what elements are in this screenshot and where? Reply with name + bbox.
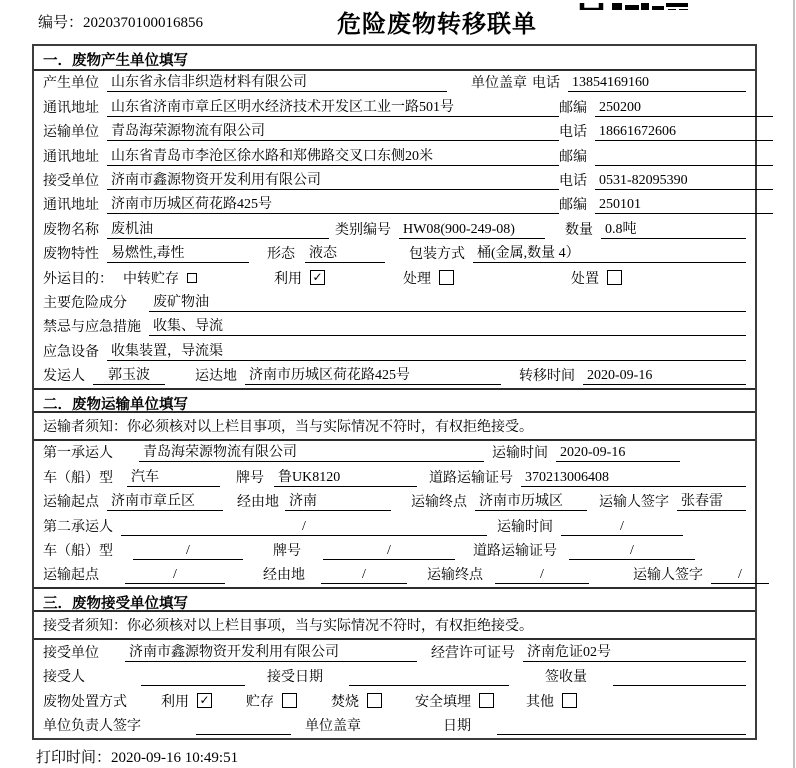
producer-zip-label: 邮编	[559, 100, 587, 116]
emergency-equipment-label: 应急设备	[43, 344, 99, 360]
row-shipper	[34, 364, 755, 388]
print-time-value: 2020-09-16 10:49:51	[111, 750, 239, 766]
row-transporter	[34, 120, 755, 144]
transporter-addr-label: 通讯地址	[43, 149, 99, 165]
disposal-option-landfill-label: 安全填埋	[415, 694, 471, 710]
via1-value: 济南	[285, 493, 391, 511]
row-emergency-equipment	[34, 339, 755, 363]
dest1-value: 济南市历城区	[475, 493, 587, 511]
transporter-label: 运输单位	[43, 125, 99, 141]
row-receiver-address	[34, 193, 755, 217]
via2-value: /	[321, 566, 407, 584]
origin1-label: 运输起点	[43, 495, 99, 511]
head-sign-value	[196, 717, 291, 735]
destination-label: 运达地	[195, 369, 237, 385]
row-route2	[34, 563, 755, 587]
doc-number-label: 编号：	[38, 15, 84, 31]
purpose-utilize-checkbox	[310, 270, 325, 285]
transporter-notice-label: 运输者须知：	[43, 420, 127, 436]
purpose-option-dispose-label: 处置	[571, 271, 599, 287]
receiver-notice-label: 接受者须知：	[43, 619, 127, 635]
disposal-incinerate-checkbox	[367, 693, 382, 708]
plate2-value: /	[323, 542, 455, 560]
carrier2-value: /	[121, 518, 487, 536]
row-route1	[34, 490, 755, 514]
transporter-notice-text: 你必须核对以上栏目事项，当与实际情况不符时，有权拒绝接受。	[127, 420, 533, 436]
received-qty-label: 签收量	[545, 670, 587, 686]
emergency-measures-value: 收集、导流	[149, 318, 746, 336]
license1-label: 道路运输证号	[429, 470, 513, 486]
dest2-value: /	[495, 566, 589, 584]
receiver-zip-label: 邮编	[559, 198, 587, 214]
disposal-option-storage-label: 贮存	[246, 694, 274, 710]
carrier1-value: 青岛海荣源物流有限公司	[139, 444, 484, 462]
row-vehicle1	[34, 465, 755, 489]
accept-date-label: 接受日期	[267, 670, 323, 686]
accepting-unit-label: 接受单位	[43, 645, 99, 661]
receiver-value: 济南市鑫源物资开发利用有限公司	[107, 172, 559, 190]
producer-addr-value: 山东省济南市章丘区明水经济技术开发区工业一路501号	[107, 99, 559, 117]
row-emergency-measures	[34, 315, 755, 339]
producer-label: 产生单位	[43, 76, 99, 92]
producer-phone-value: 13854169160	[568, 74, 746, 92]
transporter-addr-value: 山东省青岛市李沧区徐水路和郑佛路交叉口东侧20米	[107, 148, 559, 166]
packaging-value: 桶(金属,数量 4）	[473, 245, 746, 263]
carrier2-label: 第二承运人	[43, 519, 113, 535]
accept-date-value	[349, 668, 509, 686]
producer-addr-label: 通讯地址	[43, 100, 99, 116]
row-vehicle2	[34, 539, 755, 563]
origin2-label: 运输起点	[43, 568, 99, 584]
quantity-label: 数量	[565, 222, 593, 238]
row-receiver	[34, 169, 755, 193]
permit-value: 济南危证02号	[523, 644, 746, 662]
time2-label: 运输时间	[497, 519, 553, 535]
sign2-label: 运输人签字	[633, 568, 703, 584]
print-time-label: 打印时间：	[36, 750, 112, 766]
receiver-phone-value: 0531-82095390	[595, 172, 773, 190]
row-hazard-components	[34, 291, 755, 315]
transfer-date-value: 2020-09-16	[583, 367, 746, 385]
packaging-label: 包装方式	[409, 247, 465, 263]
receiver-phone-label: 电话	[559, 173, 587, 189]
disposal-storage-checkbox	[282, 693, 297, 708]
origin1-value: 济南市章丘区	[107, 493, 223, 511]
date-label: 日期	[443, 718, 471, 734]
purpose-option-treat-label: 处理	[403, 271, 431, 287]
license1-value: 370213006408	[521, 469, 746, 487]
row-producer-address	[34, 95, 755, 119]
sign2-value: /	[711, 566, 769, 584]
acceptor-label: 接受人	[43, 670, 85, 686]
carrier1-label: 第一承运人	[43, 446, 113, 462]
disposal-label: 废物处置方式	[43, 694, 127, 710]
time1-label: 运输时间	[492, 446, 548, 462]
unit-seal-label: 单位盖章	[305, 718, 361, 734]
purpose-transfer-storage-checkbox	[187, 273, 197, 283]
row-second-carrier	[34, 514, 755, 538]
via1-label: 经由地	[237, 495, 279, 511]
characteristics-value: 易燃性,毒性	[107, 245, 249, 263]
row-outbound-purpose	[34, 266, 755, 290]
receiver-notice-text: 你必须核对以上栏目事项，当与实际情况不符时，有权拒绝接受。	[127, 619, 533, 635]
transfer-date-label: 转移时间	[519, 369, 575, 385]
row-accepting-unit	[34, 640, 755, 664]
permit-label: 经营许可证号	[431, 645, 515, 661]
receiver-addr-value: 济南市历城区荷花路425号	[107, 196, 559, 214]
emergency-measures-label: 禁忌与应急措施	[43, 320, 141, 336]
vehicle2-label: 车（船）型	[43, 544, 113, 560]
section1-header: 一．废物产生单位填写	[34, 46, 755, 71]
plate1-label: 牌号	[236, 470, 264, 486]
row-disposal-method	[34, 689, 755, 713]
purpose-dispose-checkbox	[607, 270, 622, 285]
page-edge-line	[793, 0, 795, 768]
doc-number	[38, 11, 203, 32]
doc-number-value: 2020370100016856	[83, 15, 204, 31]
row-transporter-notice	[34, 413, 755, 441]
dest1-label: 运输终点	[411, 495, 467, 511]
print-time	[36, 746, 238, 767]
hazard-value: 废矿物油	[149, 294, 746, 312]
producer-seal-label: 单位盖章	[471, 76, 527, 92]
disposal-option-other-label: 其他	[526, 694, 554, 710]
row-waste-name	[34, 217, 755, 241]
waste-name-value: 废机油	[107, 221, 329, 239]
receiver-addr-label: 通讯地址	[43, 198, 99, 214]
vehicle1-value: 汽车	[127, 469, 220, 487]
disposal-other-checkbox	[562, 693, 577, 708]
producer-zip-value: 250200	[595, 99, 773, 117]
transporter-value: 青岛海荣源物流有限公司	[107, 123, 559, 141]
producer-phone-label: 电话	[532, 76, 560, 92]
vehicle2-value: /	[133, 542, 243, 560]
destination-value: 济南市历城区荷花路425号	[245, 367, 501, 385]
sign1-value: 张春雷	[677, 493, 746, 511]
waste-name-label: 废物名称	[43, 222, 99, 238]
form-value: 液态	[305, 245, 385, 263]
dest2-label: 运输终点	[427, 568, 483, 584]
page-title: 危险废物转移联单	[337, 12, 537, 38]
acceptor-value	[141, 668, 245, 686]
head-sign-label: 单位负责人签字	[43, 718, 141, 734]
plate2-label: 牌号	[273, 544, 301, 560]
plate1-value: 鲁UK8120	[274, 469, 417, 487]
row-first-carrier	[34, 441, 755, 465]
sign1-label: 运输人签字	[599, 495, 669, 511]
receiver-label: 接受单位	[43, 173, 99, 189]
disposal-utilize-checkbox	[197, 693, 212, 708]
transporter-phone-value: 18661672606	[595, 123, 773, 141]
origin2-value: /	[125, 566, 225, 584]
transporter-phone-label: 电话	[559, 125, 587, 141]
producer-value: 山东省永信非织造材料有限公司	[107, 74, 447, 92]
disposal-option-incinerate-label: 焚烧	[331, 694, 359, 710]
emergency-equipment-value: 收集装置，导流渠	[107, 343, 746, 361]
row-acceptor	[34, 665, 755, 689]
vehicle1-label: 车（船）型	[43, 470, 113, 486]
row-producer	[34, 71, 755, 95]
time1-value: 2020-09-16	[556, 444, 680, 462]
manifest-form	[32, 44, 757, 740]
row-transporter-address	[34, 144, 755, 168]
license2-value: /	[569, 542, 695, 560]
purpose-option-utilize-label: 利用	[274, 271, 302, 287]
row-signatures	[34, 714, 755, 738]
row-receiver-notice	[34, 612, 755, 640]
transporter-zip-label: 邮编	[559, 149, 587, 165]
purpose-treat-checkbox	[439, 270, 454, 285]
disposal-landfill-checkbox	[479, 693, 494, 708]
license2-label: 道路运输证号	[473, 544, 557, 560]
disposal-option-utilize-label: 利用	[161, 694, 189, 710]
purpose-label: 外运目的：	[43, 271, 113, 287]
section2-header: 二．废物运输单位填写	[34, 388, 755, 413]
form-label: 形态	[267, 247, 295, 263]
cutoff-stamp-fragments	[578, 0, 690, 10]
received-qty-value	[613, 668, 746, 686]
shipper-value: 郭玉波	[93, 367, 165, 385]
characteristics-label: 废物特性	[43, 247, 99, 263]
category-value: HW08(900-249-08)	[399, 221, 545, 239]
section3-header: 三．废物接受单位填写	[34, 587, 755, 612]
accepting-unit-value: 济南市鑫源物资开发利用有限公司	[125, 644, 417, 662]
date-value	[497, 717, 746, 735]
purpose-option-transfer-storage-label: 中转贮存	[123, 271, 179, 287]
via2-label: 经由地	[263, 568, 305, 584]
quantity-value: 0.8吨	[601, 221, 746, 239]
transporter-zip-value	[595, 148, 773, 166]
row-waste-characteristics	[34, 242, 755, 266]
hazard-label: 主要危险成分	[43, 295, 127, 311]
receiver-zip-value: 250101	[595, 196, 773, 214]
category-label: 类别编号	[335, 222, 391, 238]
shipper-label: 发运人	[43, 369, 85, 385]
time2-value: /	[561, 518, 683, 536]
